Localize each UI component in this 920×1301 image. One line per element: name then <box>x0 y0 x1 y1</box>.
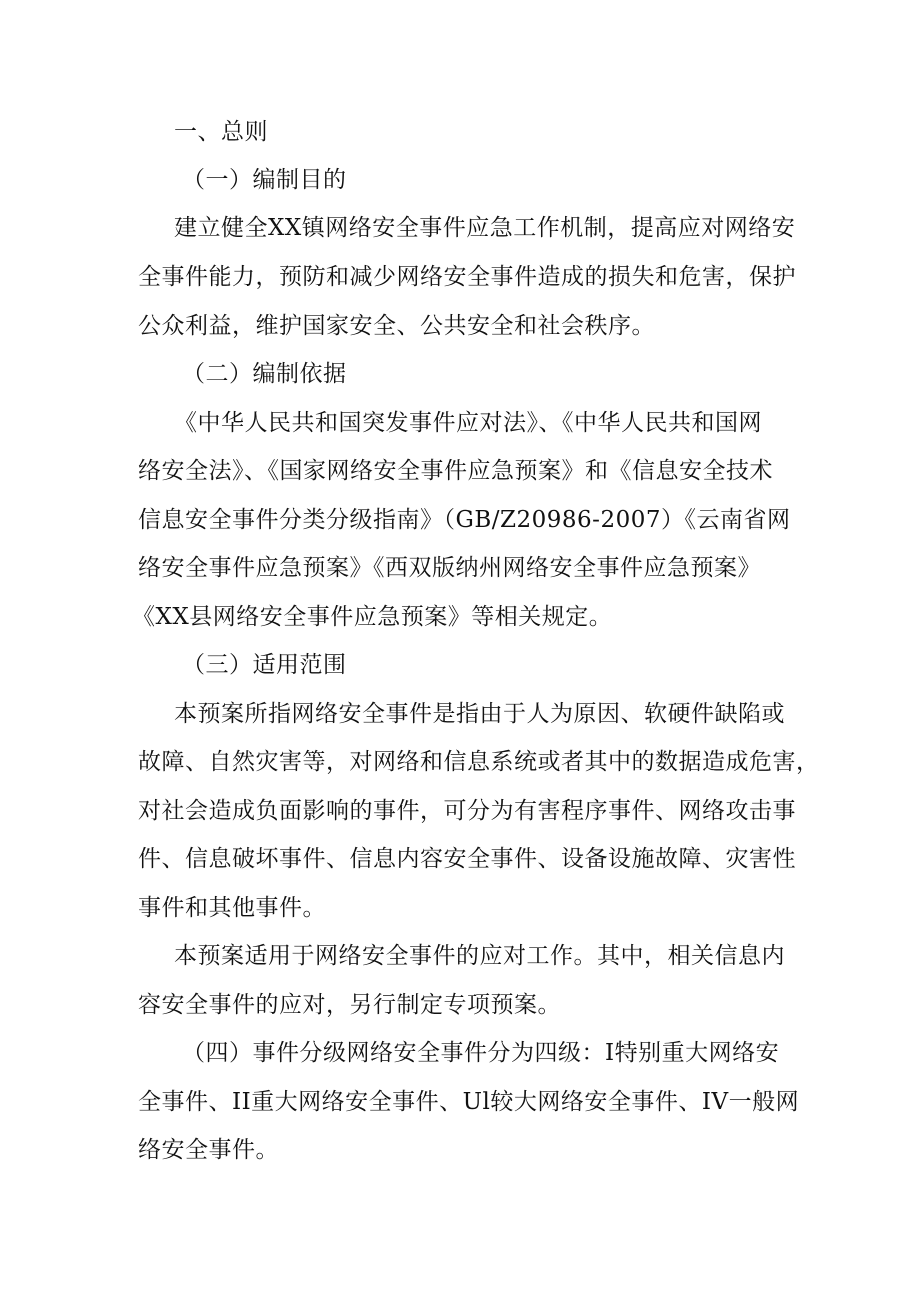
paragraph-line: 络安全事件。 <box>138 1137 279 1163</box>
paragraph-line: 信息安全事件分类分级指南》（GB/Z20986-2007）《云南省网 <box>138 507 791 533</box>
paragraph-line: 《中华人民共和国突发事件应对法》、《中华人民共和国网 <box>174 410 762 436</box>
subsection-heading-purpose: （一）编制目的 <box>182 167 347 193</box>
paragraph-line: 本预案适用于网络安全事件的应对工作。其中，相关信息内 <box>174 943 785 969</box>
paragraph-line: 全事件、II重大网络安全事件、Ul较大网络安全事件、IV一般网 <box>138 1089 800 1115</box>
paragraph-line: 络安全事件应急预案》《西双版纳州网络安全事件应急预案》 <box>138 555 761 581</box>
paragraph-line: 公众利益，维护国家安全、公共安全和社会秩序。 <box>138 313 655 339</box>
paragraph-line: 建立健全XX镇网络安全事件应急工作机制，提高应对网络安 <box>174 215 796 241</box>
paragraph-line: 络安全法》、《国家网络安全事件应急预案》和《信息安全技术 <box>138 458 773 484</box>
section-heading-general: 一、总则 <box>174 119 268 145</box>
paragraph-line: 容安全事件的应对，另行制定专项预案。 <box>138 992 561 1018</box>
paragraph-line: 故障、自然灾害等，对网络和信息系统或者其中的数据造成危害， <box>138 749 820 775</box>
paragraph-line: 全事件能力，预防和减少网络安全事件造成的损失和危害，保护 <box>138 264 796 290</box>
paragraph-line: 件、信息破坏事件、信息内容安全事件、设备设施故障、灾害性 <box>138 846 796 872</box>
paragraph-line: 事件和其他事件。 <box>138 895 326 921</box>
subsection-heading-scope: （三）适用范围 <box>182 652 347 678</box>
paragraph-line: 对社会造成负面影响的事件，可分为有害程序事件、网络攻击事 <box>138 798 796 824</box>
subsection-heading-grading: （四）事件分级网络安全事件分为四级：I特别重大网络安 <box>182 1040 780 1066</box>
paragraph-line: 本预案所指网络安全事件是指由于人为原因、软硬件缺陷或 <box>174 701 785 727</box>
paragraph-line: 《XX县网络安全事件应急预案》等相关规定。 <box>132 604 613 630</box>
subsection-heading-basis: （二）编制依据 <box>182 361 347 387</box>
